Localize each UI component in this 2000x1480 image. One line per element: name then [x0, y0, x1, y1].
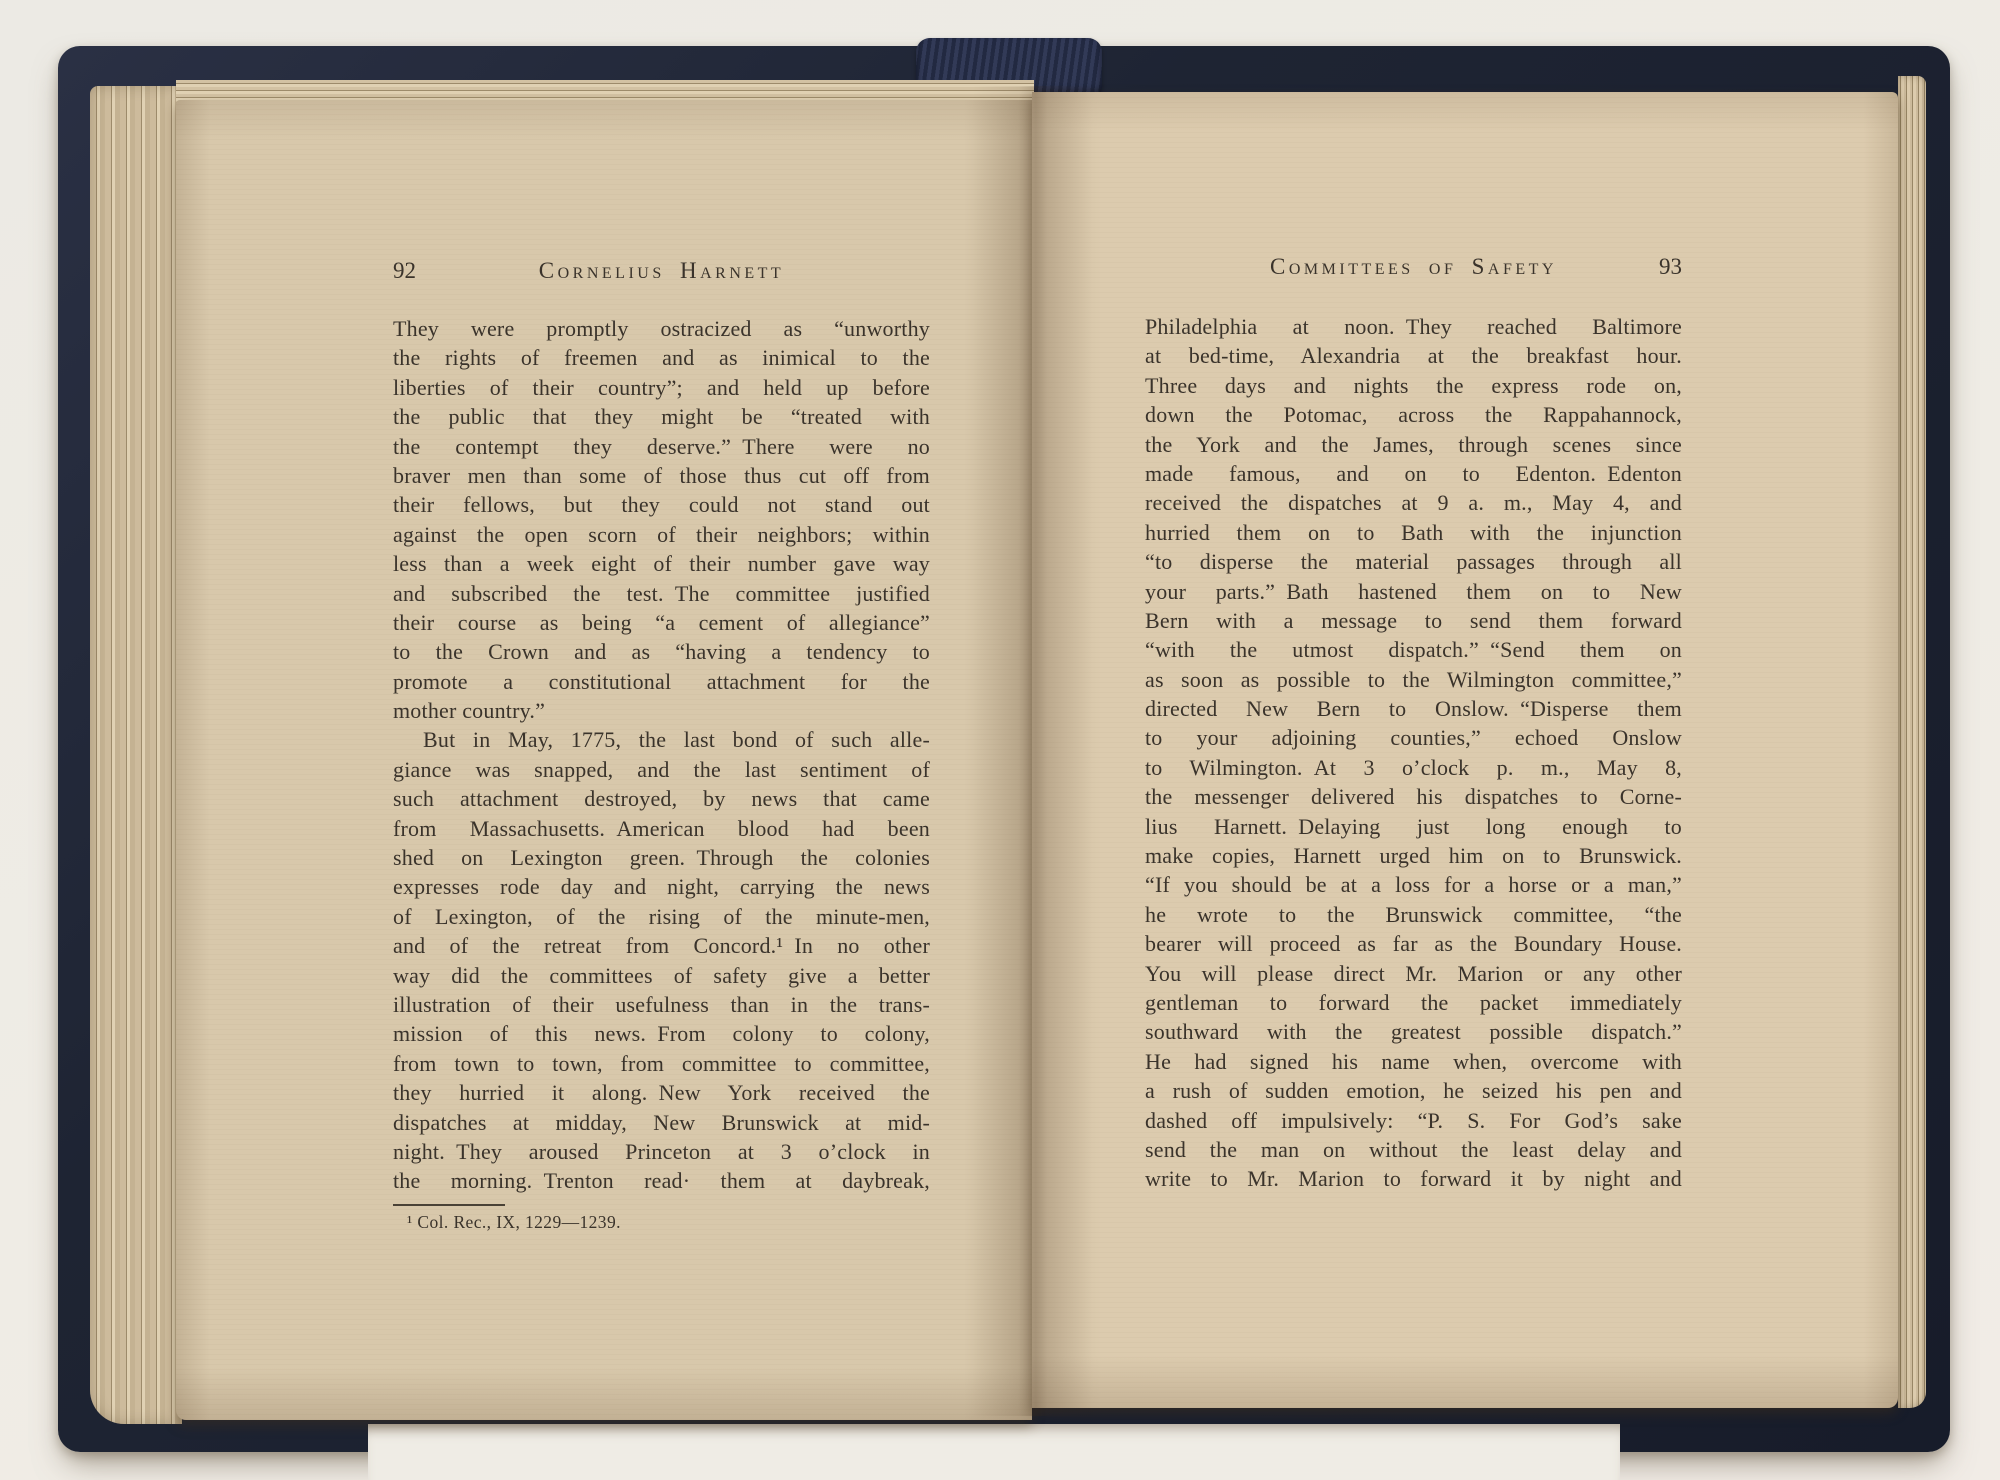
- text-line: to Wilmington. At 3 o’clock p. m., May 8,: [1145, 754, 1682, 780]
- text-block-right: [1145, 312, 1682, 1194]
- text-line: southward with the greatest possible dispatch.”: [1145, 1019, 1682, 1045]
- text-line: write to Mr. Marion to forward it by night and: [1145, 1166, 1682, 1192]
- page-right: [1032, 92, 1898, 1408]
- fore-edge-pages-right: [1898, 76, 1926, 1408]
- text-line: directed New Bern to Onslow. “Disperse them: [1145, 696, 1682, 722]
- text-line: mother country.”: [393, 698, 546, 724]
- page-header-left: [393, 258, 930, 284]
- text-line: as soon as possible to the Wilmington committee,”: [1145, 666, 1682, 692]
- text-line: to the Crown and as “having a tendency to: [393, 639, 930, 665]
- text-line: bearer will proceed as far as the Boundary House.: [1145, 931, 1682, 957]
- text-line: from town to town, from committee to committee,: [393, 1050, 930, 1076]
- text-block-left: [393, 314, 930, 1196]
- text-line: to your adjoining counties,” echoed Onslow: [1145, 725, 1682, 751]
- text-line: shed on Lexington green. Through the colonies: [393, 845, 930, 871]
- running-head-right: Committees of Safety: [1270, 254, 1557, 279]
- text-line: the rights of freemen and as inimical to the: [393, 345, 930, 371]
- text-line: the public that they might be “treated with: [393, 404, 930, 430]
- text-line: He had signed his name when, overcome with: [1145, 1048, 1682, 1074]
- text-line: way did the committees of safety give a better: [393, 962, 930, 988]
- text-line: They were promptly ostracized as “unworthy: [393, 316, 930, 341]
- text-line: he wrote to the Brunswick committee, “the: [1145, 901, 1682, 927]
- text-line: night. They aroused Princeton at 3 o’clock in: [393, 1138, 930, 1164]
- text-line: the morning. Trenton read· them at daybreak,: [393, 1168, 930, 1194]
- text-line: illustration of their usefulness than in the trans-: [393, 991, 930, 1017]
- page-number-left: 92: [393, 258, 416, 283]
- text-line: “to disperse the material passages through all: [1145, 549, 1682, 575]
- text-line: the contempt they deserve.” There were no: [393, 433, 930, 459]
- text-line: your parts.” Bath hastened them on to New: [1145, 578, 1682, 604]
- text-line: “If you should be at a loss for a horse or a man,”: [1145, 872, 1682, 898]
- text-line: Three days and nights the express rode on,: [1145, 372, 1682, 398]
- text-line: But in May, 1775, the last bond of such alle-: [423, 727, 930, 753]
- text-line: they hurried it along. New York received the: [393, 1080, 930, 1106]
- table-surface-below-book: [368, 1424, 1620, 1480]
- text-line: such attachment destroyed, by news that came: [393, 786, 930, 812]
- text-line: make copies, Harnett urged him on to Brunswick.: [1145, 843, 1682, 869]
- text-line: less than a week eight of their number gave way: [393, 551, 930, 577]
- text-line: giance was snapped, and the last sentiment of: [393, 756, 930, 782]
- page-left: [176, 100, 1032, 1420]
- text-line: promote a constitutional attachment for the: [393, 668, 930, 694]
- text-line: expresses rode day and night, carrying the news: [393, 874, 930, 900]
- text-line: and of the retreat from Concord.¹ In no other: [393, 933, 930, 959]
- text-line: a rush of sudden emotion, he seized his pen and: [1145, 1078, 1682, 1104]
- text-line: at bed-time, Alexandria at the breakfast hour.: [1145, 343, 1682, 369]
- text-line: liberties of their country”; and held up before: [393, 374, 930, 400]
- footnote-text: ¹ Col. Rec., IX, 1229—1239.: [407, 1212, 621, 1232]
- top-edge-pages-left: [176, 80, 1034, 102]
- page-number-right: 93: [1659, 254, 1682, 279]
- text-line: their fellows, but they could not stand out: [393, 492, 930, 518]
- page-header-right: [1145, 254, 1682, 280]
- text-line: down the Potomac, across the Rappahannock,: [1145, 402, 1682, 428]
- running-head-left: Cornelius Harnett: [538, 258, 785, 283]
- text-line: dashed off impulsively: “P. S. For God’s sake: [1145, 1107, 1682, 1133]
- text-line: dispatches at midday, New Brunswick at mid-: [393, 1109, 930, 1135]
- text-line: Bern with a message to send them forward: [1145, 607, 1682, 633]
- text-line: of Lexington, of the rising of the minute-men,: [393, 903, 930, 929]
- fore-edge-pages-left: [90, 86, 182, 1424]
- text-line: You will please direct Mr. Marion or any other: [1145, 960, 1682, 986]
- text-line: “with the utmost dispatch.” “Send them on: [1145, 637, 1682, 663]
- text-line: braver men than some of those thus cut off from: [393, 462, 930, 488]
- text-line: lius Harnett. Delaying just long enough to: [1145, 813, 1682, 839]
- text-line: send the man on without the least delay and: [1145, 1136, 1682, 1162]
- text-line: hurried them on to Bath with the injunction: [1145, 519, 1682, 545]
- text-line: from Massachusetts. American blood had been: [393, 815, 930, 841]
- text-line: the York and the James, through scenes since: [1145, 431, 1682, 457]
- top-edge-pages-right: [1036, 62, 1898, 94]
- footnote-rule: [393, 1204, 505, 1206]
- text-line: the messenger delivered his dispatches to Corne-: [1145, 784, 1682, 810]
- text-line: mission of this news. From colony to colony,: [393, 1021, 930, 1047]
- text-line: their course as being “a cement of allegiance”: [393, 609, 930, 635]
- text-line: against the open scorn of their neighbors; within: [393, 521, 930, 547]
- text-line: gentleman to forward the packet immediately: [1145, 989, 1682, 1015]
- text-line: made famous, and on to Edenton. Edenton: [1145, 460, 1682, 486]
- text-line: and subscribed the test. The committee justified: [393, 580, 930, 606]
- text-line: Philadelphia at noon. They reached Baltimore: [1145, 314, 1682, 339]
- text-line: received the dispatches at 9 a. m., May 4, and: [1145, 490, 1682, 516]
